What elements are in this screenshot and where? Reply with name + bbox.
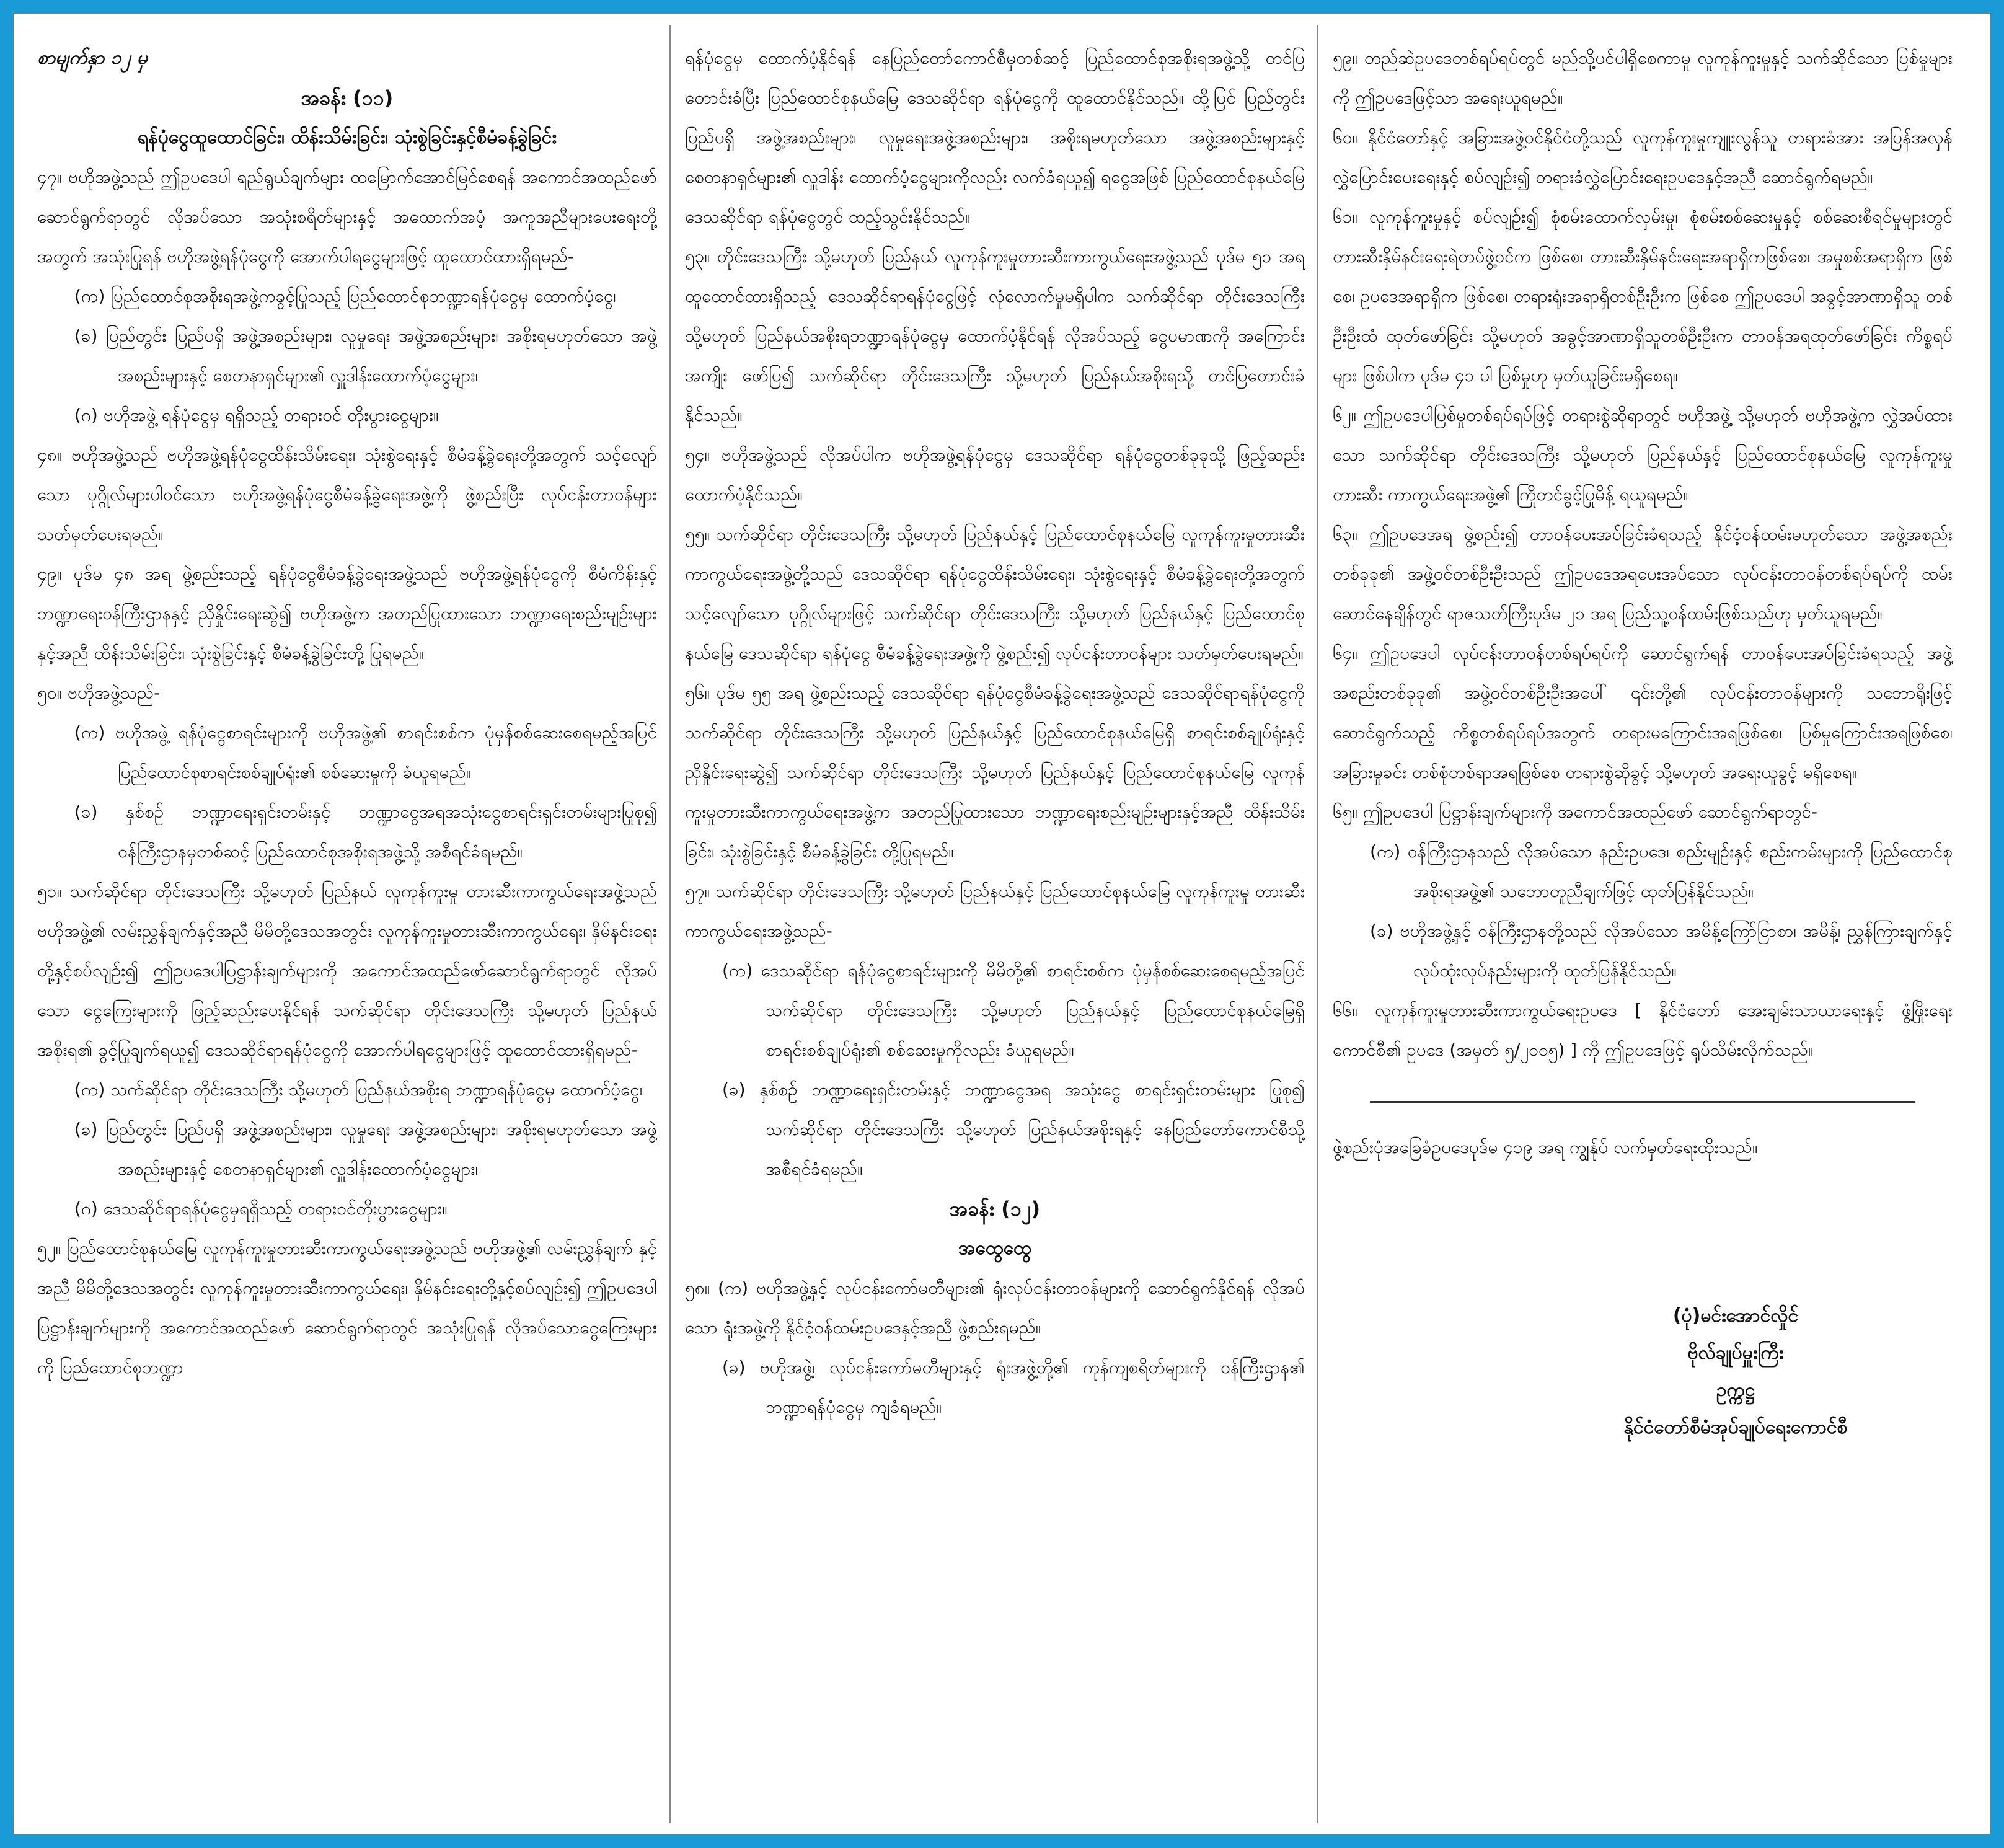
section-49: ၄၉။ ပုဒ်မ ၄၈ အရ ဖွဲ့စည်းသည့် ရန်ပုံငွေစီမံခန့်ခွဲရေးအဖွဲ့သည် ဗဟိုအဖွဲ့ရန်ပုံငွေကို စီမံကိန်းနှင့် ဘဏ္ဍာရေးဝန်ကြီးဌာနနှင့် ညှိနှိုင်းရေးဆွဲ၍ ဗဟိုအဖွဲ့က အတည်ပြုထားသော ဘဏ္ဍာရေးစည်းမျဉ်းများနှင့်အညီ ထိန်းသိမ်းခြင်း၊ သုံးစွဲခြင်းနှင့် စီမံခန့်ခွဲခြင်းတို့ ပြုရမည်။ (37, 564, 657, 663)
section-59: ၅၉။ တည်ဆဲဥပဒေတစ်ရပ်ရပ်တွင် မည်သို့ပင်ပါရှိစေကာမူ လူကုန်ကူးမှုနှင့် သက်ဆိုင်သော ပြစ်မှုများကို ဤဥပဒေဖြင့်သာ အရေးယူရမည်။ (1333, 48, 1953, 108)
signature-note: ဖွဲ့စည်းပုံအခြေခံဥပဒေပုဒ်မ ၄၁၉ အရ ကျွန်ုပ် လက်မှတ်ရေးထိုးသည်။ (1333, 1137, 1758, 1157)
section-47-c: (ဂ) ဗဟိုအဖွဲ့ ရန်ပုံငွေမှ ရရှိသည့် တရားဝင် တိုးပွားငွေများ။ (74, 405, 439, 425)
column-1 (37, 38, 657, 1818)
signatory-organization: နိုင်ငံတော်စီမံအုပ်ချုပ်ရေးကောင်စီ (1623, 1417, 1848, 1438)
section-50-a: (က) ဗဟိုအဖွဲ့ ရန်ပုံငွေစာရင်းများကို ဗဟိုအဖွဲ့၏ စာရင်းစစ်က ပုံမှန်စစ်ဆေးစေရမည့်အပြင် ပြည်ထောင်စုစာရင်းစစ်ချုပ်ရုံး၏ စစ်ဆေးမှုကို ခံယူရမည်။ (74, 722, 657, 782)
chapter-title: ရန်ပုံငွေထူထောင်ခြင်း၊ ထိန်းသိမ်းခြင်း၊ သုံးစွဲခြင်းနှင့်စီမံခန့်ခွဲခြင်း (138, 126, 557, 148)
section-65-b: (ခ) ဗဟိုအဖွဲ့နှင့် ဝန်ကြီးဌာနတို့သည် လိုအပ်သော အမိန့်ကြော်ငြာစာ၊ အမိန့်၊ ညွှန်ကြားချက်နှင့် လုပ်ထုံးလုပ်နည်းများကို ထုတ်ပြန်နိုင်သည်။ (1370, 921, 1953, 981)
section-53: ၅၃။ တိုင်းဒေသကြီး သို့မဟုတ် ပြည်နယ် လူကုန်ကူးမှုတားဆီးကာကွယ်ရေးအဖွဲ့သည် ပုဒ်မ ၅၁ အရ ထူထောင်ထားရှိသည့် ဒေသဆိုင်ရာရန်ပုံငွေဖြင့် လုံလောက်မှုမရှိပါက သက်ဆိုင်ရာ တိုင်းဒေသကြီး သို့မဟုတ် ပြည်နယ်အစိုးရဘဏ္ဍာရန်ပုံငွေမှ ထောက်ပံ့နိုင်ရန် လိုအပ်သည့် ငွေပမာဏကို အကြောင်းအကျိုး ဖော်ပြ၍ သက်ဆိုင်ရာ တိုင်းဒေသကြီး သို့မဟုတ် ပြည်နယ်အစိုးရသို့ တင်ပြတောင်းခံနိုင်သည်။ (685, 246, 1305, 425)
section-66: ၆၆။ လူကုန်ကူးမှုတားဆီးကာကွယ်ရေးဥပဒေ [ နိုင်ငံတော် အေးချမ်းသာယာရေးနှင့် ဖွံ့ဖြိုးရေးကောင်စီ၏ ဥပဒေ (အမှတ် ၅/၂၀၀၅) ] ကို ဤဥပဒေဖြင့် ရုပ်သိမ်းလိုက်သည်။ (1333, 1000, 1953, 1060)
horizontal-separator (1370, 1101, 1915, 1103)
signatory-rank: ဗိုလ်ချုပ်မှူးကြီး (1687, 1342, 1784, 1364)
section-65-a: (က) ဝန်ကြီးဌာနသည် လိုအပ်သော နည်းဥပဒေ၊ စည်းမျဉ်းနှင့် စည်းကမ်းများကို ပြည်ထောင်စုအစိုးရအဖွဲ့၏ သဘောတူညီချက်ဖြင့် ထုတ်ပြန်နိုင်သည်။ (1370, 841, 1953, 901)
section-63: ၆၃။ ဤဥပဒေအရ ဖွဲ့စည်း၍ တာဝန်ပေးအပ်ခြင်းခံရသည့် နိုင်ငံ့ဝန်ထမ်းမဟုတ်သော အဖွဲ့အစည်းတစ်ခုခု၏ အဖွဲ့ဝင်တစ်ဦးဦးသည် ဤဥပဒေအရပေးအပ်သော လုပ်ငန်းတာဝန်တစ်ရပ်ရပ်ကို ထမ်းဆောင်နေချိန်တွင် ရာဇသတ်ကြီးပုဒ်မ ၂၁ အရ ပြည်သူ့ဝန်ထမ်းဖြစ်သည်ဟု မှတ်ယူရမည်။ (1333, 524, 1953, 624)
signatory-name: (ပုံ)မင်းအောင်လှိုင် (1672, 1305, 1799, 1327)
section-57-b: (ခ) နှစ်စဉ် ဘဏ္ဍာရေးရှင်းတမ်းနှင့် ဘဏ္ဍာငွေအရ အသုံးငွေ စာရင်းရှင်းတမ်းများ ပြုစု၍ သက်ဆိုင်ရာ တိုင်းဒေသကြီး သို့မဟုတ် ပြည်နယ်အစိုးရနှင့် နေပြည်တော်ကောင်စီသို့ အစီရင်ခံရမည်။ (722, 1079, 1305, 1179)
section-50: ၅၀။ ဗဟိုအဖွဲ့သည်- (37, 683, 161, 703)
frame-left-border (0, 0, 14, 1848)
section-52: ၅၂။ ပြည်ထောင်စုနယ်မြေ လူကုန်ကူးမှုတားဆီးကာကွယ်ရေးအဖွဲ့သည် ဗဟိုအဖွဲ့၏ လမ်းညွှန်ချက် နှင့်အညီ မိမိတို့ဒေသအတွင်း လူကုန်ကူးမှုတားဆီးကာကွယ်ရေး၊ နှိမ်နင်းရေးတို့နှင့်စပ်လျဉ်း၍ ဤဥပဒေပါ ပြဋ္ဌာန်းချက်များကို အကောင်အထည်ဖော် ဆောင်ရွက်ရာတွင် အသုံးပြုရန် လိုအပ်သောငွေကြေးများကို ပြည်ထောင်စုဘဏ္ဍာ (37, 1238, 657, 1377)
section-48: ၄၈။ ဗဟိုအဖွဲ့သည် ဗဟိုအဖွဲ့ရန်ပုံငွေထိန်းသိမ်းရေး၊ သုံးစွဲရေးနှင့် စီမံခန့်ခွဲရေးတို့အတွက် သင့်လျော်သော ပုဂ္ဂိုလ်များပါဝင်သော ဗဟိုအဖွဲ့ရန်ပုံငွေစီမံခန့်ခွဲရေးအဖွဲ့ကို ဖွဲ့စည်းပြီး လုပ်ငန်းတာဝန်များ သတ်မှတ်ပေးရမည်။ (37, 444, 657, 544)
section-47-a: (က) ပြည်ထောင်စုအစိုးရအဖွဲ့ကခွင့်ပြုသည့် ပြည်ထောင်စုဘဏ္ဍာရန်ပုံငွေမှ ထောက်ပံ့ငွေ၊ (74, 286, 616, 306)
column-3 (1333, 38, 1953, 1818)
section-47: ၄၇။ ဗဟိုအဖွဲ့သည် ဤဥပဒေပါ ရည်ရွယ်ချက်များ ထမြောက်အောင်မြင်စေရန် အကောင်အထည်ဖော်ဆောင်ရွက်ရာတွင် လိုအပ်သော အသုံးစရိတ်များနှင့် အထောက်အပံ့ အကူအညီများပေးရေးတို့အတွက် အသုံးပြုရန် ဗဟိုအဖွဲ့ရန်ပုံငွေကို အောက်ပါရငွေများဖြင့် ထူထောင်ထားရှိရမည်- (37, 167, 657, 267)
section-51-c: (ဂ) ဒေသဆိုင်ရာရန်ပုံငွေမှရရှိသည့် တရားဝင်တိုးပွားငွေများ။ (74, 1198, 448, 1219)
section-57: ၅၇။ သက်ဆိုင်ရာ တိုင်းဒေသကြီး သို့မဟုတ် ပြည်နယ်နှင့် ပြည်ထောင်စုနယ်မြေ လူကုန်ကူးမှု တားဆီးကာကွယ်ရေးအဖွဲ့သည်- (685, 881, 1305, 941)
continued-from-label: စာမျက်နှာ ၁၂ မှ (37, 47, 148, 69)
section-62: ၆၂။ ဤဥပဒေပါပြစ်မှုတစ်ရပ်ရပ်ဖြင့် တရားစွဲဆိုရာတွင် ဗဟိုအဖွဲ့ သို့မဟုတ် ဗဟိုအဖွဲ့က လွှဲအပ်ထားသော သက်ဆိုင်ရာ တိုင်းဒေသကြီး သို့မဟုတ် ပြည်နယ်နှင့် ပြည်ထောင်စုနယ်မြေ လူကုန်ကူးမှုတားဆီး ကာကွယ်ရေးအဖွဲ့၏ ကြိုတင်ခွင့်ပြုမိန့် ရယူရမည်။ (1333, 405, 1953, 505)
section-51: ၅၁။ သက်ဆိုင်ရာ တိုင်းဒေသကြီး သို့မဟုတ် ပြည်နယ် လူကုန်ကူးမှု တားဆီးကာကွယ်ရေးအဖွဲ့သည် ဗဟိုအဖွဲ့၏ လမ်းညွှန်ချက်နှင့်အညီ မိမိတို့ဒေသအတွင်း လူကုန်ကူးမှုတားဆီးကာကွယ်ရေး၊ နှိမ်နင်းရေးတို့နှင့်စပ်လျဉ်း၍ ဤဥပဒေပါပြဋ္ဌာန်းချက်များကို အကောင်အထည်ဖော်ဆောင်ရွက်ရာတွင် လိုအပ်သော ငွေကြေးများကို ဖြည့်ဆည်းပေးနိုင်ရန် သက်ဆိုင်ရာ တိုင်းဒေသကြီး သို့မဟုတ် ပြည်နယ်အစိုးရ၏ ခွင့်ပြုချက်ရယူ၍ ဒေသဆိုင်ရာရန်ပုံငွေကို အောက်ပါရငွေများဖြင့် ထူထောင်ထားရှိရမည်- (37, 881, 657, 1060)
section-54: ၅၄။ ဗဟိုအဖွဲ့သည် လိုအပ်ပါက ဗဟိုအဖွဲ့ရန်ပုံငွေမှ ဒေသဆိုင်ရာ ရန်ပုံငွေတစ်ခုခုသို့ ဖြည့်ဆည်းထောက်ပံ့နိုင်သည်။ (685, 444, 1305, 505)
section-56: ၅၆။ ပုဒ်မ ၅၅ အရ ဖွဲ့စည်းသည့် ဒေသဆိုင်ရာ ရန်ပုံငွေစီမံခန့်ခွဲရေးအဖွဲ့သည် ဒေသဆိုင်ရာရန်ပုံငွေကို သက်ဆိုင်ရာ တိုင်းဒေသကြီး သို့မဟုတ် ပြည်နယ်နှင့် ပြည်ထောင်စုနယ်မြေရှိ စာရင်းစစ်ချုပ်ရုံးနှင့် ညှိနှိုင်းရေးဆွဲ၍ သက်ဆိုင်ရာ တိုင်းဒေသကြီး သို့မဟုတ် ပြည်နယ်နှင့် ပြည်ထောင်စုနယ်မြေ လူကုန်ကူးမှုတားဆီးကာကွယ်ရေးအဖွဲ့က အတည်ပြုထားသော ဘဏ္ဍာရေးစည်းမျဉ်းများနှင့်အညီ ထိန်းသိမ်းခြင်း၊ သုံးစွဲခြင်းနှင့် စီမံခန့်ခွဲခြင်း တို့ပြုရမည်။ (685, 683, 1305, 862)
signatory-title: ဥက္ကဋ္ဌ (1716, 1379, 1755, 1401)
section-52-continued: ရန်ပုံငွေမှ ထောက်ပံ့နိုင်ရန် နေပြည်တော်ကောင်စီမှတစ်ဆင့် ပြည်ထောင်စုအစိုးရအဖွဲ့သို့ တင်ပြတောင်းခံပြီး ပြည်ထောင်စုနယ်မြေ ဒေသဆိုင်ရာ ရန်ပုံငွေကို ထူထောင်နိုင်သည်။ ထို့ပြင် ပြည်တွင်းပြည်ပရှိ အဖွဲ့အစည်းများ၊ လူမှုရေးအဖွဲ့အစည်းများ၊ အစိုးရမဟုတ်သော အဖွဲ့အစည်းများနှင့် စေတနာရှင်များ၏ လှူဒါန်း ထောက်ပံ့ငွေများကိုလည်း လက်ခံရယူ၍ ရငွေအဖြစ် ပြည်ထောင်စုနယ်မြေ ဒေသဆိုင်ရာ ရန်ပုံငွေတွင် ထည့်သွင်းနိုင်သည်။ (685, 48, 1305, 227)
section-64: ၆၄။ ဤဥပဒေပါ လုပ်ငန်းတာဝန်တစ်ရပ်ရပ်ကို ဆောင်ရွက်ရန် တာဝန်ပေးအပ်ခြင်းခံရသည့် အဖွဲ့အစည်းတစ်ခုခု၏ အဖွဲ့ဝင်တစ်ဦးဦးအပေါ် ၎င်းတို့၏ လုပ်ငန်းတာဝန်များကို သဘောရိုးဖြင့် ဆောင်ရွက်သည့် ကိစ္စတစ်ရပ်ရပ်အတွက် တရားမကြောင်းအရဖြစ်စေ၊ ပြစ်မှုကြောင်းအရဖြစ်စေ၊ အခြားမှုခင်း တစ်စုံတစ်ရာအရဖြစ်စေ တရားစွဲဆိုခွင့် သို့မဟုတ် အရေးယူခွင့် မရှိစေရ။ (1333, 643, 1953, 782)
section-51-b: (ခ) ပြည်တွင်း ပြည်ပရှိ အဖွဲ့အစည်းများ၊ လူမှုရေး အဖွဲ့အစည်းများ၊ အစိုးရမဟုတ်သော အဖွဲ့အစည်းများနှင့် စေတနာရှင်များ၏ လှူဒါန်းထောက်ပံ့ငွေများ၊ (74, 1119, 657, 1179)
section-58-a: ၅၈။ (က) ဗဟိုအဖွဲ့နှင့် လုပ်ငန်းကော်မတီများ၏ ရုံးလုပ်ငန်းတာဝန်များကို ဆောင်ရွက်နိုင်ရန် လိုအပ်သော ရုံးအဖွဲ့ကို နိုင်ငံ့ဝန်ထမ်းဥပဒေနှင့်အညီ ဖွဲ့စည်းရမည်။ (685, 1278, 1305, 1338)
column-divider (669, 25, 671, 1823)
frame-top-border (0, 0, 2004, 14)
section-51-a: (က) သက်ဆိုင်ရာ တိုင်းဒေသကြီး သို့မဟုတ် ပြည်နယ်အစိုးရ ဘဏ္ဍာရန်ပုံငွေမှ ထောက်ပံ့ငွေ၊ (74, 1079, 643, 1100)
frame-right-border (1990, 0, 2004, 1848)
frame-bottom-border (0, 1834, 2004, 1848)
section-65: ၆၅။ ဤဥပဒေပါ ပြဋ္ဌာန်းချက်များကို အကောင်အထည်ဖော် ဆောင်ရွက်ရာတွင်- (1333, 802, 1817, 822)
section-50-b: (ခ) နှစ်စဉ် ဘဏ္ဍာရေးရှင်းတမ်းနှင့် ဘဏ္ဍာငွေအရအသုံးငွေစာရင်းရှင်းတမ်းများပြုစု၍ ဝန်ကြီးဌာနမှတစ်ဆင့် ပြည်ထောင်စုအစိုးရအဖွဲ့သို့ အစီရင်ခံရမည်။ (74, 802, 657, 862)
section-47-b: (ခ) ပြည်တွင်း ပြည်ပရှိ အဖွဲ့အစည်းများ၊ လူမှုရေး အဖွဲ့အစည်းများ၊ အစိုးရမဟုတ်သော အဖွဲ့အစည်းများနှင့် စေတနာရှင်များ၏ လှူဒါန်းထောက်ပံ့ငွေများ၊ (74, 325, 657, 386)
column-2 (685, 38, 1305, 1818)
chapter-title: အထွေထွေ (958, 1237, 1032, 1259)
section-55: ၅၅။ သက်ဆိုင်ရာ တိုင်းဒေသကြီး သို့မဟုတ် ပြည်နယ်နှင့် ပြည်ထောင်စုနယ်မြေ လူကုန်ကူးမှုတားဆီးကာကွယ်ရေးအဖွဲ့တို့သည် ဒေသဆိုင်ရာ ရန်ပုံငွေထိန်းသိမ်းရေး၊ သုံးစွဲရေးနှင့် စီမံခန့်ခွဲရေးတို့အတွက် သင့်လျော်သော ပုဂ္ဂိုလ်များဖြင့် သက်ဆိုင်ရာ တိုင်းဒေသကြီး သို့မဟုတ် ပြည်နယ်နှင့် ပြည်ထောင်စုနယ်မြေ ဒေသဆိုင်ရာ ရန်ပုံငွေ စီမံခန့်ခွဲရေးအဖွဲ့ကို ဖွဲ့စည်း၍ လုပ်ငန်းတာဝန်များ သတ်မှတ်ပေးရမည်။ (685, 524, 1305, 663)
section-58-b: (ခ) ဗဟိုအဖွဲ့၊ လုပ်ငန်းကော်မတီများနှင့် ရုံးအဖွဲ့တို့၏ ကုန်ကျစရိတ်များကို ဝန်ကြီးဌာန၏ ဘဏ္ဍာရန်ပုံငွေမှ ကျခံရမည်။ (722, 1357, 1305, 1417)
section-57-a: (က) ဒေသဆိုင်ရာ ရန်ပုံငွေစာရင်းများကို မိမိတို့၏ စာရင်းစစ်က ပုံမှန်စစ်ဆေးစေရမည့်အပြင် သက်ဆိုင်ရာ တိုင်းဒေသကြီး သို့မဟုတ် ပြည်နယ်နှင့် ပြည်ထောင်စုနယ်မြေရှိ စာရင်းစစ်ချုပ်ရုံး၏ စစ်ဆေးမှုကိုလည်း ခံယူရမည်။ (722, 960, 1305, 1060)
chapter-heading: အခန်း (၁၁) (301, 86, 394, 110)
column-divider (1317, 25, 1318, 1823)
section-61: ၆၁။ လူကုန်ကူးမှုနှင့် စပ်လျဉ်း၍ စုံစမ်းထောက်လှမ်းမှု၊ စုံစမ်းစစ်ဆေးမှုနှင့် စစ်ဆေးစီရင်မှုများတွင် တားဆီးနှိမ်နင်းရေးရဲတပ်ဖွဲ့ဝင်က ဖြစ်စေ၊ တားဆီးနှိမ်နင်းရေးအရာရှိကဖြစ်စေ၊ အမှုစစ်အရာရှိက ဖြစ်စေ၊ ဥပဒေအရာရှိက ဖြစ်စေ၊ တရားရုံးအရာရှိတစ်ဦးဦးက ဖြစ်စေ ဤဥပဒေပါ အခွင့်အာဏာရှိသူ တစ်ဦးဦးထံ ထုတ်ဖော်ခြင်း သို့မဟုတ် အခွင့်အာဏာရှိသူတစ်ဦးဦးက တာဝန်အရထုတ်ဖော်ခြင်း ကိစ္စရပ်များ ဖြစ်ပါက ပုဒ်မ ၄၁ ပါ ပြစ်မှုဟု မှတ်ယူခြင်းမရှိစေရ။ (1333, 206, 1953, 386)
section-60: ၆၀။ နိုင်ငံတော်နှင့် အခြားအဖွဲ့ဝင်နိုင်ငံတို့သည် လူကုန်ကူးမှုကျူးလွန်သူ တရားခံအား အပြန်အလှန် လွှဲပြောင်းပေးရေးနှင့် စပ်လျဉ်း၍ တရားခံလွှဲပြောင်းရေးဥပဒေနှင့်အညီ ဆောင်ရွက်ရမည်။ (1333, 127, 1953, 187)
chapter-heading: အခန်း (၁၂) (949, 1197, 1041, 1221)
signature-block (1333, 1298, 1953, 1446)
